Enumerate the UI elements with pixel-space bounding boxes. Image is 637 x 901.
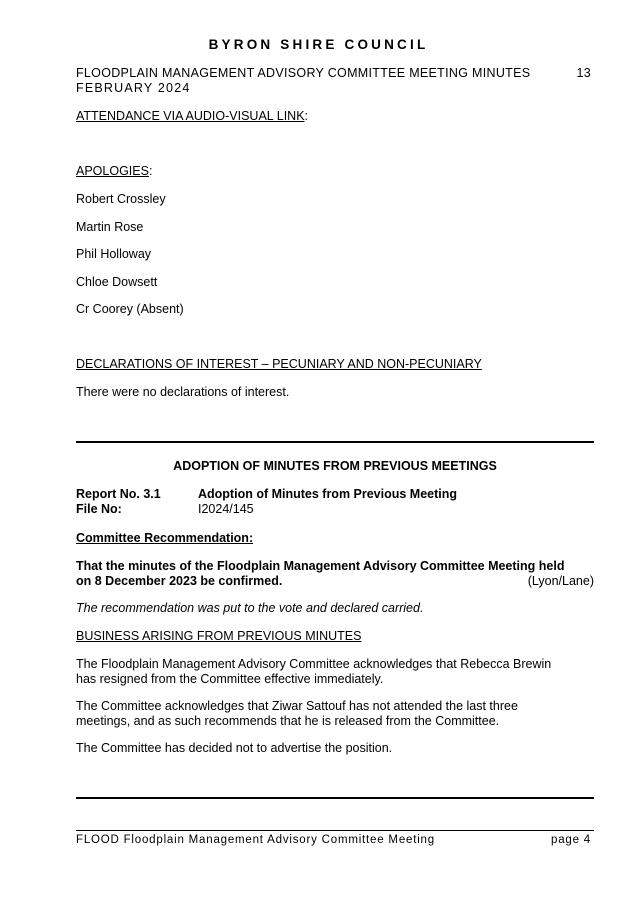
footer-title: FLOOD Floodplain Management Advisory Committee Meeting <box>76 834 435 846</box>
file-number-label: File No: <box>76 502 122 516</box>
apology-name: Robert Crossley <box>76 192 166 206</box>
meeting-title: FLOODPLAIN MANAGEMENT ADVISORY COMMITTEE MEETING MINUTES <box>76 66 531 80</box>
declarations-text: There were no declarations of interest. <box>76 385 290 399</box>
business-paragraph: The Floodplain Management Advisory Committee acknowledges that Rebecca Brewin has resigned from the Committee effective immediately. <box>76 657 552 686</box>
footer-rule <box>76 830 594 831</box>
apology-name: Phil Holloway <box>76 247 152 261</box>
report-title: Adoption of Minutes from Previous Meeting <box>198 487 458 501</box>
section-divider <box>76 441 594 443</box>
council-name: BYRON SHIRE COUNCIL <box>208 37 429 52</box>
page-footer <box>76 834 591 846</box>
meeting-header <box>76 66 591 96</box>
apology-name: Cr Coorey (Absent) <box>76 302 184 316</box>
report-details <box>76 487 594 517</box>
apology-name: Chloe Dowsett <box>76 275 158 289</box>
attendance-heading: ATTENDANCE VIA AUDIO-VISUAL LINK: <box>76 109 309 123</box>
movers: (Lyon/Lane) <box>527 574 594 588</box>
report-number-label: Report No. 3.1 <box>76 487 161 501</box>
business-paragraph: The Committee has decided not to advertise the position. <box>76 741 393 755</box>
recommendation-text: That the minutes of the Floodplain Management Advisory Committee Meeting held on 8 December 2023 be confirmed. (Lyon/Lane) <box>76 559 594 588</box>
apologies-heading: APOLOGIES: <box>76 164 153 178</box>
recommendation-heading: Committee Recommendation: <box>76 531 254 545</box>
business-paragraph: The Committee acknowledges that Ziwar Sattouf has not attended the last three meetings, and as such recommends that he is released from the Committee. <box>76 699 518 728</box>
file-number: I2024/145 <box>198 502 254 516</box>
adoption-section-title: ADOPTION OF MINUTES FROM PREVIOUS MEETINGS <box>173 459 497 473</box>
page-number: page 4 <box>551 834 591 846</box>
declarations-heading: DECLARATIONS OF INTEREST – PECUNIARY AND NON-PECUNIARY <box>76 357 482 371</box>
vote-result: The recommendation was put to the vote and declared carried. <box>76 601 424 615</box>
section-divider <box>76 797 594 799</box>
apology-name: Martin Rose <box>76 220 144 234</box>
meeting-date-day: 13 <box>576 66 591 80</box>
business-heading: BUSINESS ARISING FROM PREVIOUS MINUTES <box>76 629 362 643</box>
meeting-date-month: FEBRUARY 2024 <box>76 81 191 95</box>
